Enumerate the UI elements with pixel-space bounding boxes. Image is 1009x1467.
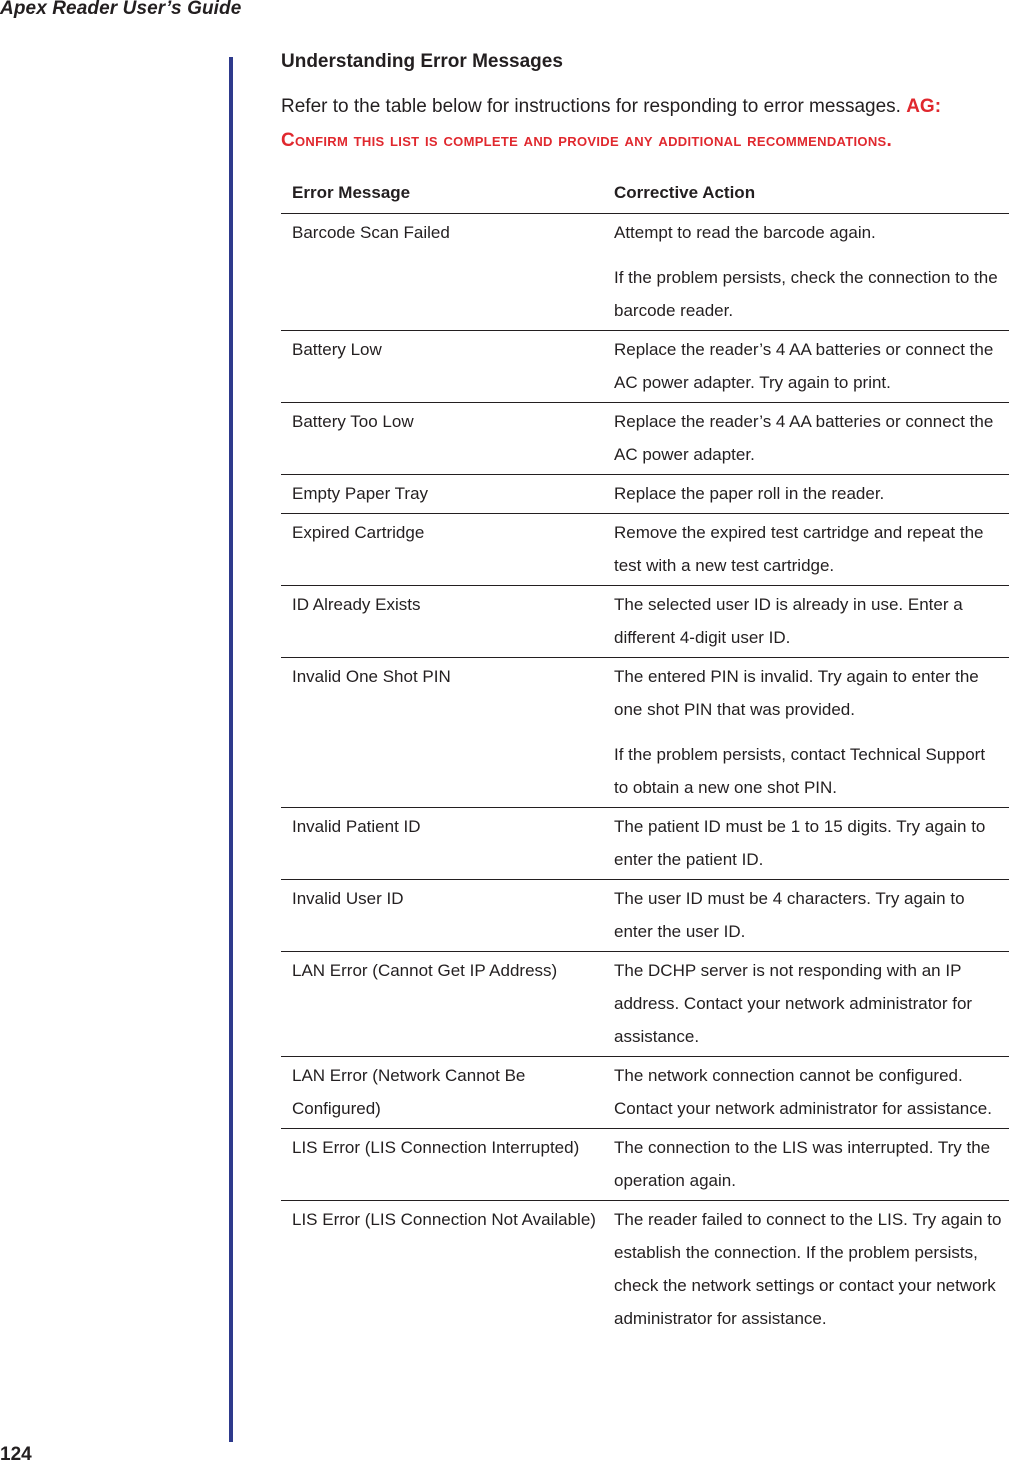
corrective-action-cell [598,214,1009,331]
corrective-action-text: The entered PIN is invalid. Try again to enter the one shot PIN that was provided. [614,667,979,719]
corrective-action-cell [598,1057,1009,1129]
corrective-action-cell [598,403,1009,475]
corrective-action-text: The user ID must be 4 characters. Try again to enter the user ID. [614,889,965,941]
table-row [281,658,1009,808]
error-message-cell: Battery Too Low [281,403,598,475]
section-heading: Understanding Error Messages [281,51,563,72]
table-row [281,331,1009,403]
column-header-corrective-action: Corrective Action [598,176,1009,214]
review-note-prefix: AG: [906,96,942,117]
corrective-action-text: Attempt to read the barcode again. [614,223,876,242]
table-row [281,952,1009,1057]
corrective-action-cell [598,658,1009,808]
corrective-action-cell [598,586,1009,658]
corrective-action-text: The selected user ID is already in use. Enter a different 4-digit user ID. [614,595,963,647]
error-message-cell: Battery Low [281,331,598,403]
error-message-cell: Barcode Scan Failed [281,214,598,331]
error-message-cell: Empty Paper Tray [281,475,598,514]
corrective-action-cell [598,808,1009,880]
error-messages-table [281,176,1009,1338]
table-row [281,403,1009,475]
table-row [281,475,1009,514]
intro-text: Refer to the table below for instructions for responding to error messages. [281,96,901,117]
corrective-action-text: Remove the expired test cartridge and repeat the test with a new test cartridge. [614,523,984,575]
corrective-action-cell [598,514,1009,586]
corrective-action-cell [598,1129,1009,1201]
corrective-action-text: The patient ID must be 1 to 15 digits. Try again to enter the patient ID. [614,817,986,869]
table-row [281,808,1009,880]
table-body [281,214,1009,1339]
error-message-cell: Invalid User ID [281,880,598,952]
page-number: 124 [0,1444,32,1465]
table-header-row [281,176,1009,214]
corrective-action-text: Replace the paper roll in the reader. [614,484,885,503]
column-header-error-message: Error Message [281,176,598,214]
error-message-cell: LAN Error (Network Cannot Be Configured) [281,1057,598,1129]
error-message-cell: LAN Error (Cannot Get IP Address) [281,952,598,1057]
table-row [281,1057,1009,1129]
table-row [281,1201,1009,1339]
corrective-action-cell [598,475,1009,514]
corrective-action-cell [598,1201,1009,1339]
table-row [281,880,1009,952]
error-message-cell: Invalid One Shot PIN [281,658,598,808]
error-message-cell: Expired Cartridge [281,514,598,586]
margin-rule [229,57,233,1442]
table-row [281,586,1009,658]
corrective-action-text: If the problem persists, check the connection to the barcode reader. [614,268,998,320]
intro-paragraph [281,90,1009,158]
corrective-action-text: The connection to the LIS was interrupted. Try the operation again. [614,1138,991,1190]
page-content [281,48,1009,1338]
corrective-action-cell [598,952,1009,1057]
running-header-title: Apex Reader User’s Guide [0,0,242,19]
table-row [281,1129,1009,1201]
error-message-cell: LIS Error (LIS Connection Not Available) [292,1210,596,1229]
corrective-action-cell [598,880,1009,952]
corrective-action-text: The network connection cannot be configured. Contact your network administrator for assistance. [614,1066,992,1118]
corrective-action-text: The reader failed to connect to the LIS. Try again to establish the connection. If the problem persists, check the network settings or contact your network administrator for assistance. [614,1210,1002,1328]
table-row [281,214,1009,331]
corrective-action-text: If the problem persists, contact Technical Support to obtain a new one shot PIN. [614,745,986,797]
error-message-cell: ID Already Exists [281,586,598,658]
error-message-cell: Invalid Patient ID [281,808,598,880]
corrective-action-text: Replace the reader’s 4 AA batteries or connect the AC power adapter. [614,412,994,464]
review-note-body: Confirm this list is complete and provide any additional recommendations. [281,130,893,151]
corrective-action-cell [598,331,1009,403]
error-message-cell: LIS Error (LIS Connection Interrupted) [281,1129,598,1201]
corrective-action-text: Replace the reader’s 4 AA batteries or connect the AC power adapter. Try again to print. [614,340,994,392]
corrective-action-text: The DCHP server is not responding with an IP address. Contact your network administrator for assistance. [614,961,973,1046]
table-row [281,514,1009,586]
